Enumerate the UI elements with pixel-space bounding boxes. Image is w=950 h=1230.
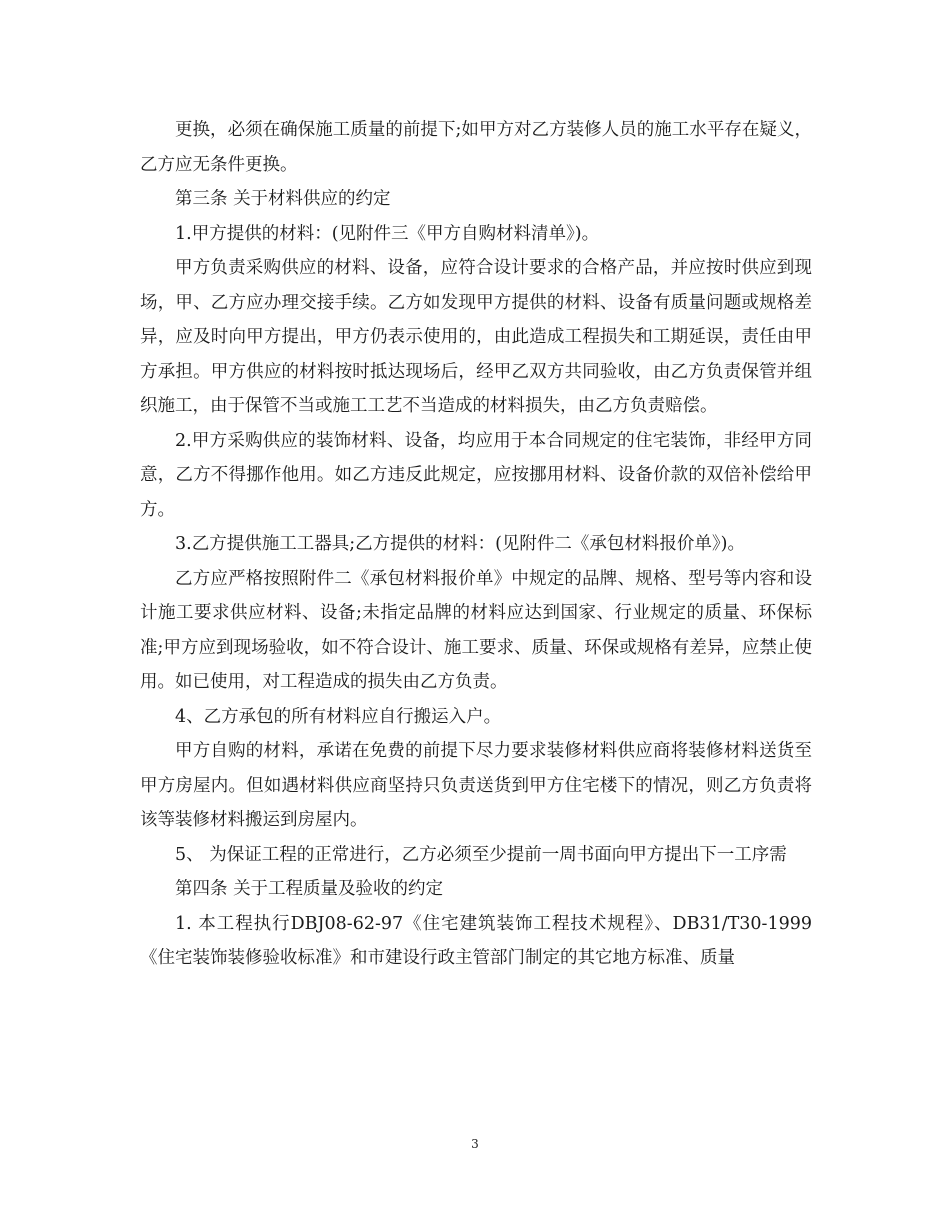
page-number: 3 bbox=[471, 1137, 479, 1151]
paragraph: 乙方应严格按照附件二《承包材料报价单》中规定的品牌、规格、型号等内容和设计施工要求供应材料、设备;未指定品牌的材料应达到国家、行业规定的质量、环保标准;甲方应到现场验收，如不符合设计、施工要求、质量、环保或规格有差异，应禁止使用。如已使用，对工程造成的损失由乙方负责。 bbox=[140, 568, 812, 692]
section-heading-4: 第四条 关于工程质量及验收的约定 bbox=[175, 879, 444, 899]
paragraph: 5、 为保证工程的正常进行，乙方必须至少提前一周书面向甲方提出下一工序需 bbox=[175, 844, 787, 865]
paragraph: 1.甲方提供的材料：(见附件三《甲方自购材料清单》)。 bbox=[175, 223, 600, 244]
paragraph: 4、乙方承包的所有材料应自行搬运入户。 bbox=[175, 706, 502, 727]
paragraph: 3.乙方提供施工工器具;乙方提供的材料：(见附件二《承包材料报价单》)。 bbox=[175, 534, 745, 554]
paragraph: 甲方负责采购供应的材料、设备，应符合设计要求的合格产品，并应按时供应到现场，甲、乙方应办理交接手续。乙方如发现甲方提供的材料、设备有质量问题或规格差异，应及时向甲方提出，甲方仍表示使用的，由此造成工程损失和工期延误，责任由甲方承担。甲方供应的材料按时抵达现场后，经甲乙双方共同验收，由乙方负责保管并组织施工，由于保管不当或施工工艺不当造成的材料损失，由乙方负责赔偿。 bbox=[140, 258, 812, 416]
paragraph: 2.甲方采购供应的装饰材料、设备，均应用于本合同规定的住宅装饰，非经甲方同意，乙方不得挪作他用。如乙方违反此规定，应按挪用材料、设备价款的双倍补偿给甲方。 bbox=[140, 430, 812, 520]
paragraph: 1. 本工程执行DBJ08-62-97《住宅建筑装饰工程技术规程》、DB31/T30-1999《住宅装饰装修验收标准》和市建设行政主管部门制定的其它地方标准、质量 bbox=[140, 913, 812, 968]
paragraph: 甲方自购的材料，承诺在免费的前提下尽力要求装修材料供应商将装修材料送货至甲方房屋内。但如遇材料供应商坚持只负责送货到甲方住宅楼下的情况，则乙方负责将该等装修材料搬运到房屋内。 bbox=[140, 741, 812, 830]
paragraph: 更换，必须在确保施工质量的前提下;如甲方对乙方装修人员的施工水平存在疑义，乙方应无条件更换。 bbox=[140, 120, 812, 175]
document-body bbox=[140, 113, 812, 976]
section-heading-3: 第三条 关于材料供应的约定 bbox=[175, 189, 391, 209]
